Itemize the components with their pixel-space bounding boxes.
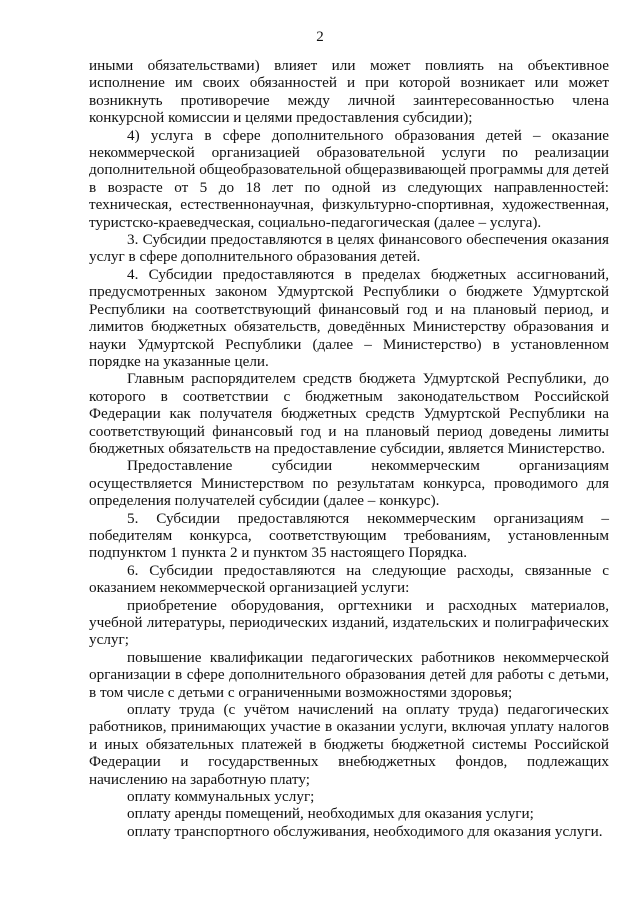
- list-item-qualification: повышение квалификации педагогических работников некоммерческой организации в сфере дополнительного образования детей для работы с детьми, в том числе с детьми с ограниченными возможностями здоровья;: [89, 648, 609, 701]
- paragraph-section-3: 3. Субсидии предоставляются в целях финансового обеспечения оказания услуг в сфере дополнительного образования детей.: [89, 231, 609, 266]
- paragraph-continuation: иными обязательствами) влияет или может повлиять на объективное исполнение им своих обязанностей и при которой возникает или может возникнуть противоречие между личной заинтересованностью члена конкурсной комиссии и целями предоставления субсидии);: [89, 57, 609, 127]
- paragraph-subsidy-provision: Предоставление субсидии некоммерческим организациям осуществляется Министерством по результатам конкурса, проводимого для определения получателей субсидии (далее – конкурс).: [89, 457, 609, 510]
- document-body: [89, 57, 609, 840]
- page-number: 2: [316, 29, 324, 45]
- paragraph-item-4-definition: 4) услуга в сфере дополнительного образования детей – оказание некоммерческой организацией образовательной услуги по реализации дополнительной общеобразовательной общеразвивающей программы для детей в возрасте от 5 до 18 лет по одной из следующих направленностей: техническая, естественнонаучная, физкультурно-спортивная, художественная, туристско-краеведческая, социально-педагогическая (далее – услуга).: [89, 126, 609, 231]
- paragraph-section-4: 4. Субсидии предоставляются в пределах бюджетных ассигнований, предусмотренных законом Удмуртской Республики о бюджете Удмуртской Республики на соответствующий финансовый год и на плановый период, и лимитов бюджетных обязательств, доведённых Министерству образования и науки Удмуртской Республики (далее – Министерство) в установленном порядке на указанные цели.: [89, 265, 609, 370]
- list-item-salary: оплату труда (с учётом начислений на оплату труда) педагогических работников, принимающих участие в оказании услуги, включая уплату налогов и иных обязательных платежей в бюджеты бюджетной системы Российской Федерации и государственных внебюджетных фондов, подлежащих начислению на заработную плату;: [89, 701, 609, 788]
- list-item-rent: оплату аренды помещений, необходимых для оказания услуги;: [127, 805, 534, 823]
- list-item-transport: оплату транспортного обслуживания, необходимого для оказания услуги.: [127, 822, 603, 840]
- paragraph-main-distributor: Главным распорядителем средств бюджета Удмуртской Республики, до которого в соответствии с бюджетным законодательством Российской Федерации как получателя бюджетных средств Удмуртской Республики на соответствующий финансовый год и на плановый период доведены лимиты бюджетных обязательств на предоставление субсидии, является Министерство.: [89, 370, 609, 457]
- paragraph-section-5: 5. Субсидии предоставляются некоммерческим организациям – победителям конкурса, соответствующим требованиям, установленным подпунктом 1 пункта 2 и пунктом 35 настоящего Порядка.: [89, 509, 609, 562]
- list-item-equipment: приобретение оборудования, оргтехники и расходных материалов, учебной литературы, периодических изданий, издательских и полиграфических услуг;: [89, 596, 609, 649]
- paragraph-section-6: 6. Субсидии предоставляются на следующие расходы, связанные с оказанием некоммерческой организацией услуги:: [89, 561, 609, 597]
- list-item-utilities: оплату коммунальных услуг;: [127, 788, 315, 806]
